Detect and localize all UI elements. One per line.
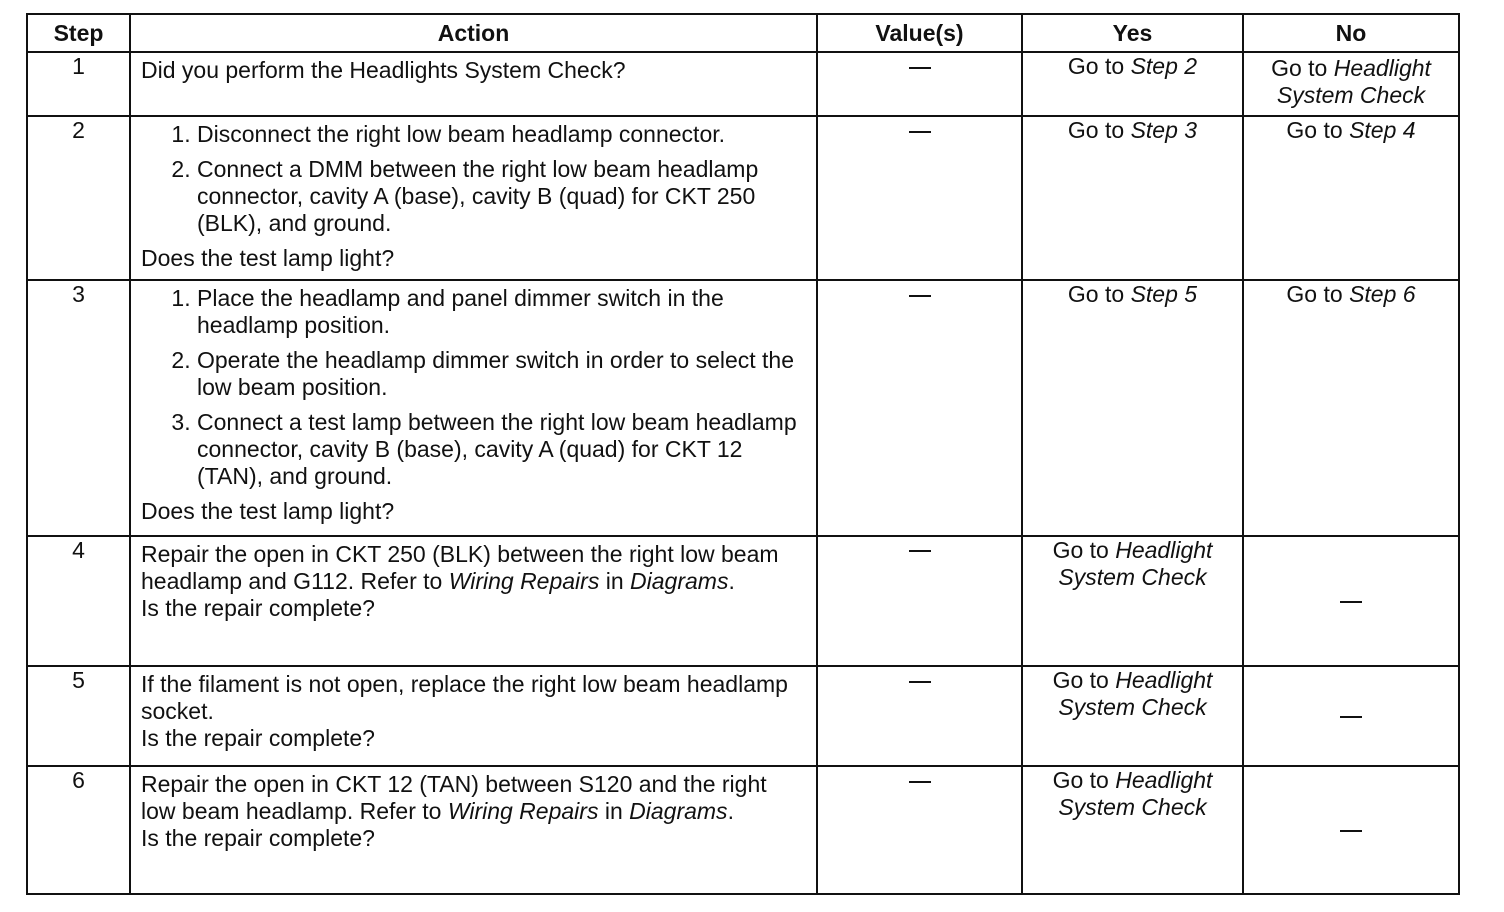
header-row [27,14,1459,52]
yes-cell[interactable] [1022,280,1243,535]
dash-mark [1340,830,1362,832]
table-row [27,766,1459,894]
header-action: Action [130,14,817,52]
dash-mark [1340,716,1362,718]
diagrams-ref[interactable]: Diagrams [630,567,729,594]
yes-prefix: Go to [1052,666,1116,693]
dash-mark [909,781,931,783]
yes-link[interactable]: Step 5 [1130,281,1198,308]
action-text-part: in [598,797,630,824]
yes-prefix: Go to [1067,53,1131,79]
action-item: 2. Connect a DMM between the right low beam headlamp connector, cavity A (base), cavity B (quad) for CKT 250 (BLK), and ground. [197,156,806,237]
action-item: 1. Place the headlamp and panel dimmer switch in the headlamp position. [197,285,806,339]
table-row [27,280,1459,535]
yes-link[interactable]: Headlight System Check [1058,666,1213,720]
action-cell [130,52,817,116]
dash-mark [1340,601,1362,603]
diagnostic-table [26,13,1460,895]
action-question: Is the repair complete? [141,594,375,621]
action-cell [130,666,817,766]
yes-link[interactable]: Step 3 [1130,117,1198,144]
table-row [27,536,1459,666]
wiring-repairs-ref[interactable]: Wiring Repairs [447,797,599,824]
yes-link[interactable]: Headlight System Check [1058,536,1213,590]
action-question: Does the test lamp light? [141,498,395,525]
value-cell [817,536,1022,666]
yes-prefix: Go to [1052,766,1116,793]
action-item: 2. Operate the headlamp dimmer switch in order to select the low beam position. [197,347,806,401]
no-link[interactable]: Step 4 [1349,117,1416,144]
action-text-part: Repair the open in CKT 12 (TAN) between S120 and the right low beam headlamp. Refer to [141,770,767,824]
action-text-part: . [727,797,734,824]
action-cell [130,280,817,535]
no-link[interactable]: Step 6 [1349,281,1416,308]
action-text-part: Repair the open in CKT 250 (BLK) between the right low beam headlamp and G112. Refer to [141,540,779,594]
action-cell [130,766,817,894]
step-number: 2 [27,116,130,280]
value-cell [817,116,1022,280]
table-row [27,116,1459,280]
dash-mark [909,550,931,552]
dash-mark [909,131,931,133]
step-number: 1 [27,52,130,116]
dash-mark [909,295,931,297]
action-cell [130,116,817,280]
action-text-part: . [728,567,735,594]
yes-cell[interactable] [1022,666,1243,766]
no-cell [1243,666,1459,766]
table-row [27,52,1459,116]
action-text: If the filament is not open, replace the right low beam headlamp socket. [141,670,788,724]
header-no: No [1243,14,1459,52]
no-cell[interactable] [1243,280,1459,535]
header-step: Step [27,14,130,52]
no-cell[interactable] [1243,52,1459,116]
yes-prefix: Go to [1067,281,1131,308]
action-item: 1. Disconnect the right low beam headlamp connector. [197,121,806,148]
action-cell [130,536,817,666]
action-text [141,771,806,825]
header-values: Value(s) [817,14,1022,52]
yes-prefix: Go to [1052,536,1116,563]
step-number: 6 [27,766,130,894]
step-number: 4 [27,536,130,666]
action-item: 3. Connect a test lamp between the right low beam headlamp connector, cavity B (base), cavity A (quad) for CKT 12 (TAN), and ground. [197,409,806,490]
no-cell[interactable] [1243,116,1459,280]
yes-link[interactable]: Headlight System Check [1058,766,1213,820]
step-number: 5 [27,666,130,766]
action-list [141,121,806,237]
no-prefix: Go to [1286,117,1350,144]
value-cell [817,52,1022,116]
yes-cell[interactable] [1022,116,1243,280]
dash-mark [909,681,931,683]
step-number: 3 [27,280,130,535]
no-prefix: Go to [1271,55,1334,81]
value-cell [817,280,1022,535]
action-text-part: in [599,567,631,594]
wiring-repairs-ref[interactable]: Wiring Repairs [448,567,600,594]
diagrams-ref[interactable]: Diagrams [629,797,728,824]
action-question: Did you perform the Headlights System Check? [141,57,626,83]
yes-cell[interactable] [1022,52,1243,116]
action-question: Is the repair complete? [141,824,375,851]
action-question: Is the repair complete? [141,724,375,751]
no-cell [1243,766,1459,894]
no-cell [1243,536,1459,666]
action-question: Does the test lamp light? [141,245,395,272]
header-yes: Yes [1022,14,1243,52]
no-prefix: Go to [1286,281,1350,308]
action-text [141,541,806,595]
yes-prefix: Go to [1067,117,1131,144]
table-row [27,666,1459,766]
yes-cell[interactable] [1022,536,1243,666]
no-link[interactable]: Headlight System Check [1276,55,1431,108]
value-cell [817,766,1022,894]
yes-link[interactable]: Step 2 [1130,53,1198,79]
action-list [141,285,806,490]
value-cell [817,666,1022,766]
dash-mark [909,67,931,69]
yes-cell[interactable] [1022,766,1243,894]
